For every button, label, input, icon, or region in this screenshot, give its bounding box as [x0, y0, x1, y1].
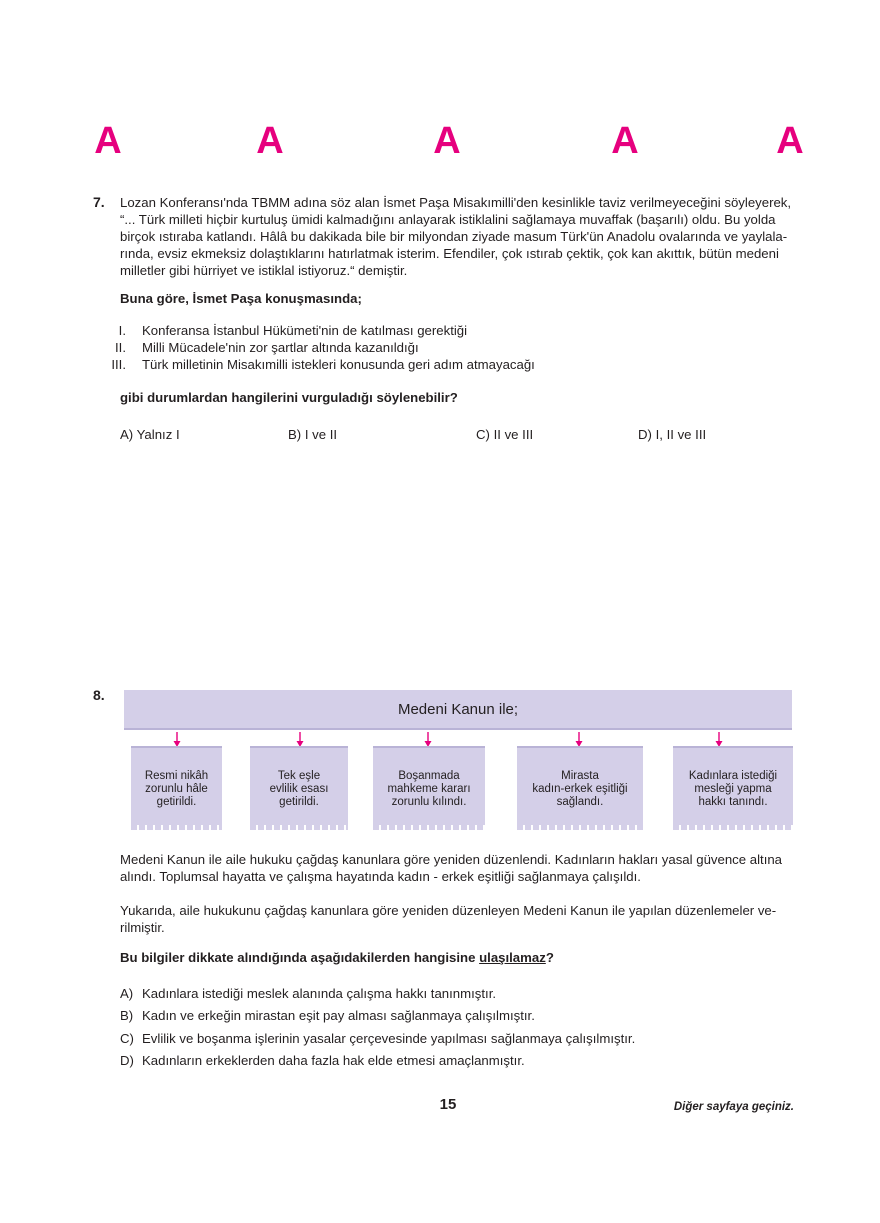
- prompt-suffix: ?: [545, 950, 554, 965]
- question-7-number: 7.: [93, 194, 105, 210]
- card-line: mahkeme kararı: [387, 783, 471, 795]
- prompt-underlined: ulaşılamaz: [479, 950, 546, 965]
- diagram-card-5: [673, 746, 793, 826]
- option-text: Kadın ve erkeğin mirastan eşit pay alması sağlanmaya çalışılmıştır.: [142, 1008, 535, 1023]
- q8-option-d[interactable]: [120, 1053, 525, 1068]
- card-line: Boşanmada: [398, 770, 460, 782]
- passage-line: rında, evsiz ekmeksiz dolaştıklarını hatırlatmak isterim. Efendiler, çok ıstırab çektik, çok kan akıttık, bütün medeni: [120, 246, 779, 261]
- card-line: zorunlu hâle: [145, 783, 208, 795]
- passage-line: milletler gibi hürriyet ve istiklal istiyoruz.“ demiştir.: [120, 263, 408, 278]
- q7-option-a[interactable]: A) Yalnız I: [120, 427, 180, 442]
- option-letter: D): [120, 1053, 134, 1068]
- card-line: getirildi.: [279, 796, 319, 808]
- q8-option-a[interactable]: [120, 986, 496, 1001]
- option-letter: C): [120, 1031, 134, 1046]
- diagram-card-2: [250, 746, 348, 826]
- card-line: Tek eşle: [277, 770, 321, 782]
- booklet-letter-3: A: [433, 120, 461, 162]
- booklet-letter-4: A: [611, 120, 639, 162]
- question-7-lead: Buna göre, İsmet Paşa konuşmasında;: [120, 291, 362, 306]
- paragraph-line: Yukarıda, aile hukukunu çağdaş kanunlara göre yeniden düzenleyen Medeni Kanun ile yapılan düzenlemeler ve-: [120, 903, 777, 918]
- question-8-paragraph-2: [120, 902, 815, 936]
- card-line: hakkı tanındı.: [698, 796, 768, 808]
- next-page-note: Diğer sayfaya geçiniz.: [673, 1101, 794, 1113]
- option-text: Evlilik ve boşanma işlerinin yasalar çerçevesinde yapılması sağlanmaya çalışılmıştır.: [142, 1031, 636, 1046]
- q7-option-d[interactable]: D) I, II ve III: [638, 427, 707, 442]
- option-text: Kadınların erkeklerden daha fazla hak elde etmesi amaçlanmıştır.: [142, 1053, 525, 1068]
- paragraph-line: alındı. Toplumsal hayatta ve çalışma hayatında kadın - erkek eşitliği sağlanmaya çalışıldı.: [120, 869, 641, 884]
- card-line: mesleği yapma: [694, 783, 772, 795]
- question-8-prompt: [120, 949, 554, 966]
- card-line: Resmi nikâh: [144, 770, 209, 782]
- option-text: Kadınlara istediği meslek alanında çalışma hakkı tanınmıştır.: [142, 986, 497, 1001]
- card-line: sağlandı.: [556, 796, 604, 808]
- diagram-title: Medeni Kanun ile;: [397, 700, 519, 718]
- question-8-paragraph-1: [120, 851, 815, 885]
- question-7-prompt: gibi durumlardan hangilerini vurguladığı söylenebilir?: [120, 390, 458, 405]
- card-line: kadın-erkek eşitliği: [532, 783, 628, 795]
- option-letter: B): [120, 1008, 134, 1023]
- booklet-letter-5: A: [776, 120, 804, 162]
- card-line: evlilik esası: [269, 783, 329, 795]
- diagram-banner: [124, 690, 792, 730]
- option-letter: A): [120, 986, 134, 1001]
- question-7-passage: [120, 194, 810, 279]
- prompt-prefix: Bu bilgiler dikkate alındığında aşağıdakilerden hangisine: [120, 950, 480, 965]
- diagram-card-1: [131, 746, 222, 826]
- paragraph-line: Medeni Kanun ile aile hukuku çağdaş kanunlara göre yeniden düzenlendi. Kadınların hakları yasal güvence altına: [120, 852, 783, 867]
- paragraph-line: rilmiştir.: [120, 920, 165, 935]
- booklet-letter-1: A: [94, 120, 122, 162]
- diagram-card-4: [517, 746, 643, 826]
- statement-text: Milli Mücadele'nin zor şartlar altında kazanıldığı: [142, 340, 419, 355]
- booklet-letter-2: A: [256, 120, 284, 162]
- passage-line: birçok ıstıraba katlandı. Hâlâ bu dakikada bile bir milyondan ziyade masum Türk'ün Anadolu ovalarında ve yaylala-: [120, 229, 788, 244]
- question-8-number: 8.: [93, 687, 105, 703]
- card-line: zorunlu kılındı.: [391, 796, 467, 808]
- q7-option-b[interactable]: B) I ve II: [288, 427, 338, 442]
- statement-text: Türk milletinin Misakımilli istekleri konusunda geri adım atmayacağı: [142, 357, 535, 372]
- q8-option-c[interactable]: [120, 1031, 635, 1046]
- card-line: Mirasta: [561, 770, 599, 782]
- q7-option-c[interactable]: C) II ve III: [476, 427, 534, 442]
- card-line: Kadınlara istediği: [688, 770, 778, 782]
- passage-line: “... Türk milleti hiçbir kurtuluş ümidi kalmadığını anlayarak istiklalini sağlamaya muvaffak (başarılı) oldu. Bu yolda: [120, 212, 776, 227]
- statement-text: Konferansa İstanbul Hükümeti'nin de katılması gerektiği: [142, 323, 468, 338]
- card-line: getirildi.: [156, 796, 197, 808]
- statement-number: I.: [118, 323, 126, 338]
- passage-line: Lozan Konferansı'nda TBMM adına söz alan İsmet Paşa Misakımilli'den kesinlikle taviz verilmeyeceğini söyleyerek,: [120, 195, 792, 210]
- diagram-card-3: [373, 746, 485, 826]
- page-number: 15: [439, 1096, 457, 1113]
- statement-number: III.: [111, 357, 126, 372]
- statement-number: II.: [115, 340, 126, 355]
- q8-option-b[interactable]: [120, 1008, 535, 1023]
